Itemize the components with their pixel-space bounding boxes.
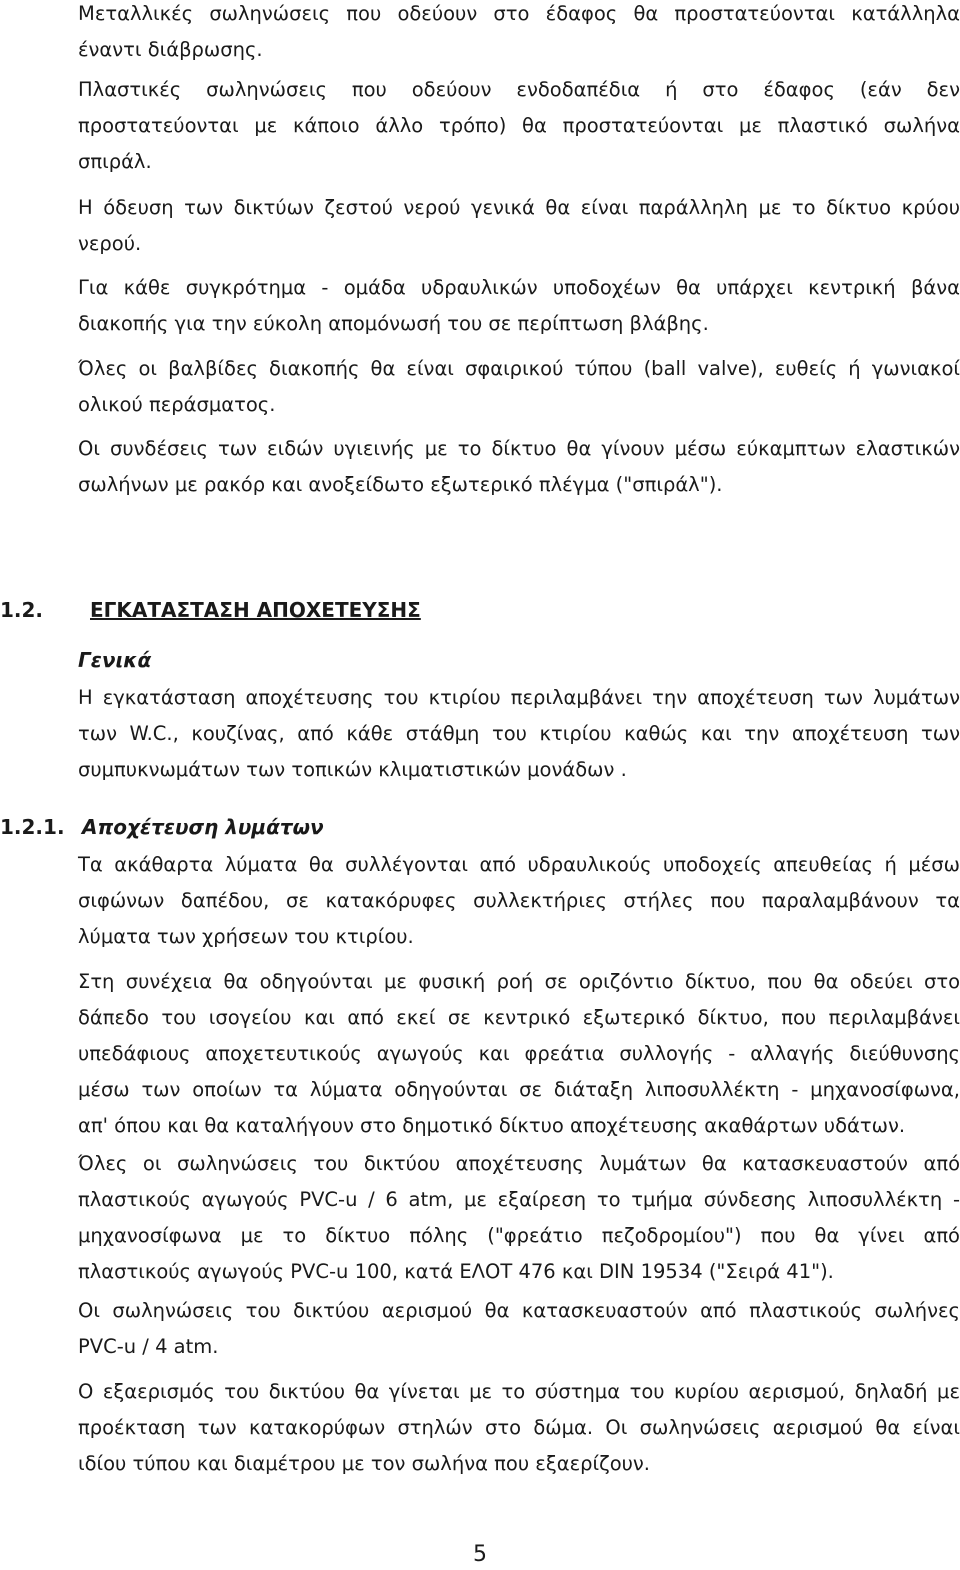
text-line: Η εγκατάσταση αποχέτευσης του κτιρίου περιλαμβάνει την αποχέτευση των λυμάτων [78,686,960,709]
paragraph-pvc-pipes [78,1146,960,1290]
paragraph-general [78,680,960,788]
paragraph-venting-method [78,1374,960,1482]
paragraph-shutoff-valve [78,270,960,342]
text-line: πλαστικούς αγωγούς PVC-u / 6 atm, με εξαίρεση το τμήμα σύνδεσης λιποσυλλέκτη - [78,1188,960,1211]
text-line: προέκταση των κατακορύφων στηλών στο δώμα. Οι σωληνώσεις αερισμού θα είναι [78,1416,960,1439]
text-line: ιδίου τύπου και διαμέτρου με τον σωλήνα που εξαερίζουν. [78,1452,651,1475]
text-line: Οι συνδέσεις των ειδών υγιεινής με το δίκτυο θα γίνουν μέσω εύκαμπτων ελαστικών [78,437,960,460]
text-line: Η όδευση των δικτύων ζεστού νερού γενικά θα είναι παράλληλη με το δίκτυο κρύου [78,196,960,219]
text-line: σιφώνων δαπέδου, σε κατακόρυφες συλλεκτήριες στήλες που παραλαμβάνουν τα [78,889,960,912]
text-line: συμπυκνωμάτων των τοπικών κλιματιστικών μονάδων . [78,758,627,781]
text-line: Για κάθε συγκρότημα - ομάδα υδραυλικών υποδοχέων θα υπάρχει κεντρική βάνα [78,276,960,299]
text-line: Όλες οι σωληνώσεις του δικτύου αποχέτευσης λυμάτων θα κατασκευαστούν από [78,1152,960,1175]
text-line: υπεδάφιους αποχετευτικούς αγωγούς και φρεάτια συλλογής - αλλαγής διεύθυνσης [78,1042,960,1065]
paragraph-hot-water-routing [78,190,960,262]
text-line: Ο εξαερισμός του δικτύου θα γίνεται με το σύστημα του κυρίου αερισμού, δηλαδή με [78,1380,960,1403]
text-line: PVC-u / 4 atm. [78,1335,219,1358]
text-line: λύματα των χρήσεων του κτιρίου. [78,925,414,948]
subsection-title: Αποχέτευση λυμάτων [82,815,324,839]
general-heading: Γενικά [78,648,152,672]
text-line: ολικού περάσματος. [78,393,276,416]
section-title: ΕΓΚΑΤΑΣΤΑΣΗ ΑΠΟΧΕΤΕΥΣΗΣ [90,598,421,622]
paragraph-plastic-pipes [78,72,960,180]
text-line: νερού. [78,232,142,255]
text-line: μέσω των οποίων τα λύματα οδηγούνται σε διάταξη λιποσυλλέκτη - μηχανοσίφωνα, [78,1078,960,1101]
text-line: απ' όπου και θα καταλήγουν στο δημοτικό δίκτυο αποχέτευσης ακαθάρτων υδάτων. [78,1114,906,1137]
text-line: Πλαστικές σωληνώσεις που οδεύουν ενδοδαπέδια ή στο έδαφος (εάν δεν [78,78,960,101]
text-line: Στη συνέχεια θα οδηγούνται με φυσική ροή σε οριζόντιο δίκτυο, που θα οδεύει στο [78,970,960,993]
text-line: πλαστικούς αγωγούς PVC-u 100, κατά ΕΛΟΤ 476 και DIN 19534 ("Σειρά 41"). [78,1260,834,1283]
text-line: μηχανοσίφωνα με το δίκτυο πόλης ("φρεάτιο πεζοδρομίου") που θα γίνει από [78,1224,960,1247]
text-line: σωλήνων με ρακόρ και ανοξείδωτο εξωτερικό πλέγμα ("σπιράλ"). [78,473,723,496]
paragraph-sanitary-connections [78,431,960,503]
paragraph-ball-valves [78,351,960,423]
text-line: των W.C., κουζίνας, από κάθε στάθμη του κτιρίου καθώς και την αποχέτευση των [78,722,960,745]
paragraph-wastewater-collection [78,847,960,955]
text-line: δάπεδο του ισογείου και από εκεί σε κεντρικό εξωτερικό δίκτυο, που περιλαμβάνει [78,1006,960,1029]
text-line: Οι σωληνώσεις του δικτύου αερισμού θα κατασκευαστούν από πλαστικούς σωλήνες [78,1299,960,1322]
text-line: Μεταλλικές σωληνώσεις που οδεύουν στο έδαφος θα προστατεύονται κατάλληλα [78,2,960,25]
paragraph-metal-pipes [78,0,960,68]
text-line: σπιράλ. [78,150,152,173]
text-line: έναντι διάβρωσης. [78,38,263,61]
section-number: 1.2. [0,598,44,622]
page-number: 5 [473,1542,487,1567]
text-line: Όλες οι βαλβίδες διακοπής θα είναι σφαιρικού τύπου (ball valve), ευθείς ή γωνιακοί [78,357,960,380]
text-line: προστατεύονται με κάποιο άλλο τρόπο) θα προστατεύονται με πλαστικό σωλήνα [78,114,960,137]
paragraph-gravity-flow [78,964,960,1144]
text-line: διακοπής για την εύκολη απομόνωσή του σε περίπτωση βλάβης. [78,312,709,335]
paragraph-vent-pipes [78,1293,960,1365]
text-line: Τα ακάθαρτα λύματα θα συλλέγονται από υδραυλικούς υποδοχείς απευθείας ή μέσω [78,853,960,876]
subsection-number: 1.2.1. [0,815,65,839]
